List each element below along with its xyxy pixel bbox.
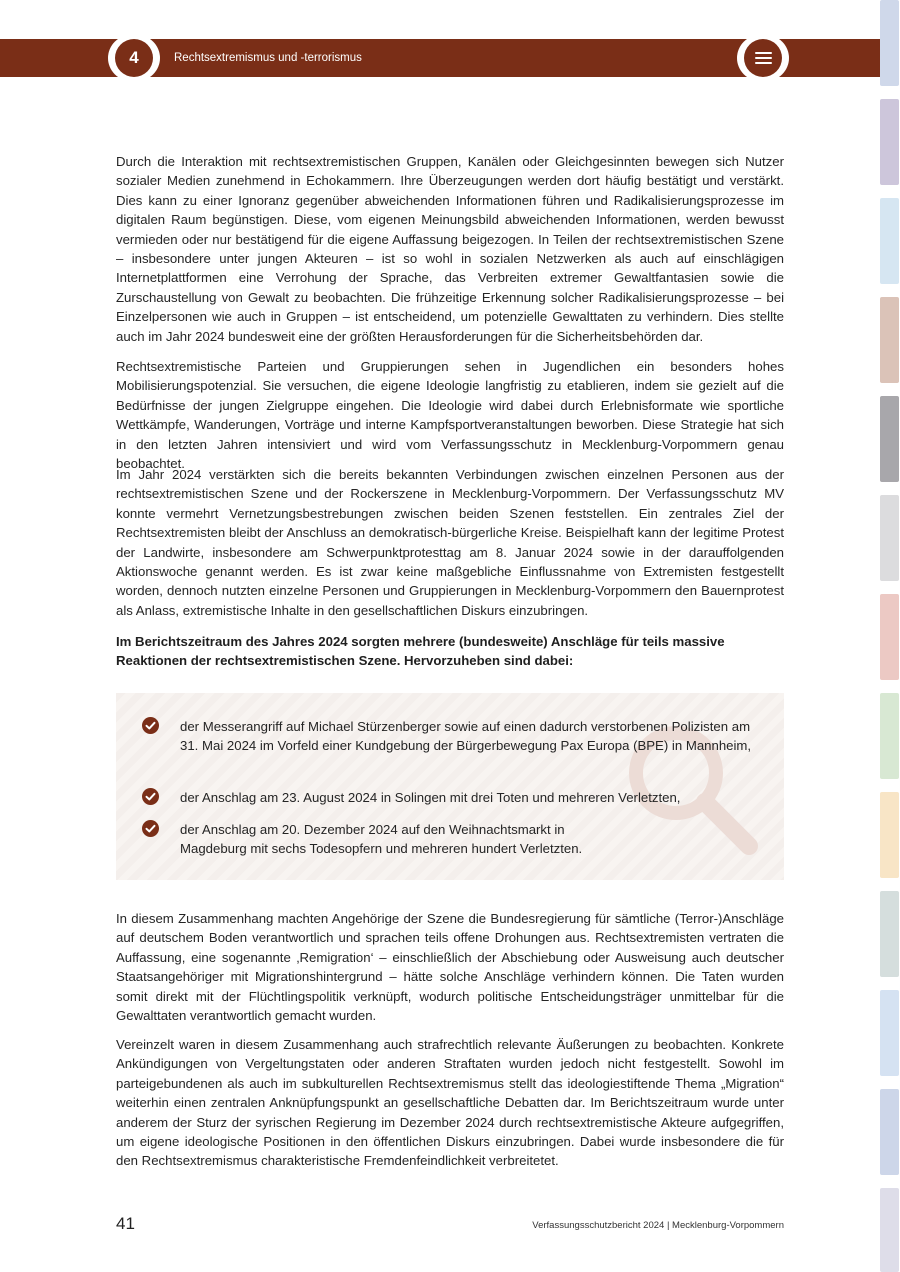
check-icon xyxy=(142,820,159,837)
side-tab[interactable] xyxy=(880,693,899,779)
check-icon xyxy=(142,717,159,734)
menu-button[interactable] xyxy=(744,39,782,77)
paragraph-government-blame: In diesem Zusammenhang machten Angehörige der Szene die Bundesregierung für sämtliche (Terror-)Anschläge auf deutschem Boden verantwortlich und sprachen teils offene Drohungen aus. Rechtsextremisten vertraten die Auffassung, eine sogenannte ‚Remigration‘ – einschließlich der Abschiebung oder Ausweisung auch deutscher Staatsangehöriger mit Migrationshintergrund – hätte solche Anschläge verhindern können. Die Taten wurden somit direkt mit der Flüchtlingspolitik verknüpft, wodurch politische Entscheidungsträger unmittelbar für die Gewalttaten verantwortlich gemacht wurden. xyxy=(116,911,784,1024)
menu-icon xyxy=(755,52,772,54)
side-tab[interactable] xyxy=(880,1089,899,1175)
side-tab[interactable] xyxy=(880,297,899,383)
side-tab[interactable] xyxy=(880,198,899,284)
list-item-text: der Anschlag am 23. August 2024 in Solingen mit drei Toten und mehreren Verletzten, xyxy=(180,790,681,805)
chapter-number[interactable]: 4 xyxy=(115,39,153,77)
side-tab[interactable] xyxy=(880,1188,899,1272)
side-tab[interactable] xyxy=(880,594,899,680)
side-tab[interactable] xyxy=(880,891,899,977)
paragraph-attacks-intro: Im Berichtszeitraum des Jahres 2024 sorgten mehrere (bundesweite) Anschläge für teils massive Reaktionen der rechtsextremistischen Szene. Hervorzuheben sind dabei: xyxy=(116,634,725,669)
page-number: 41 xyxy=(116,1214,135,1233)
paragraph-youth-mobilisation: Rechtsextremistische Parteien und Gruppierungen sehen in Jugendlichen ein besonders hohes Mobilisierungspotenzial. Sie versuchen, die eigene Ideologie langfristig zu etablieren, indem sie gezielt auf die Bedürfnisse der jungen Zielgruppe eingehen. Die Ideologie wird dabei durch Erlebnisformate wie sportliche Wettkämpfe, Wanderungen, Vorträge und interne Kampfsportveranstaltungen beworben. Diese Strategie hat sich in den letzten Jahren intensiviert und wird vom Verfassungsschutz in Mecklenburg-Vorpommern genau beobachtet. xyxy=(116,359,784,472)
attacks-info-box xyxy=(116,693,784,880)
list-item-text: der Anschlag am 20. Dezember 2024 auf den Weihnachtsmarkt in Magdeburg mit sechs Todesopfern und mehreren hundert Verletzten. xyxy=(180,822,583,857)
paragraph-rocker-scene: Im Jahr 2024 verstärkten sich die bereits bekannten Verbindungen zwischen einzelnen Personen aus der rechtsextremistischen Szene und der Rockerszene in Mecklenburg-Vorpommern. Der Verfassungsschutz MV konnte vermehrt Vernetzungsbestrebungen zwischen beiden Szenen feststellen. Ein zentrales Ziel der Rechtsextremisten bleibt der Anschluss an demokratisch-bürgerliche Kreise. Beispielhaft kann der legitime Protest der Landwirte, insbesondere am Schwerpunktprotesttag am 8. Januar 2024 sowie in der darauffolgenden Aktionswoche genannt werden. Es ist zwar keine maßgebliche Einflussnahme von Extremisten festgestellt worden, dennoch nutzten einzelne Personen und Gruppierungen in Mecklenburg-Vorpommern den Bauernprotest als Anlass, extremistische Inhalte in den gesellschaftlichen Diskurs einzubringen. xyxy=(116,467,784,618)
paragraph-echo-chambers: Durch die Interaktion mit rechtsextremistischen Gruppen, Kanälen oder Gleichgesinnten bewegen sich Nutzer sozialer Medien zunehmend in Echokammern. Ihre Überzeugungen werden dort häufig bestätigt und verstärkt. Dies kann zu einer Ignoranz gegenüber abweichenden Informationen führen und Radikalisierungsprozesse im digitalen Raum begünstigen. Diese, vom eigenen Meinungsbild abweichenden Informationen, werden bewusst vermieden oder nur bestätigend für die eigene Auffassung beigezogen. In Teilen der rechtsextremistischen Szene – insbesondere unter jungen Akteuren – ist so wohl in sozialen Netzwerken als auch auf einschlägigen Internetplattformen eine Verrohung der Sprache, das Verbreiten extremer Gewaltfantasien sowie die Zurschaustellung von Gewalt zu beobachten. Die frühzeitige Erkennung solcher Radikalisierungsprozesse – bei Einzelpersonen wie auch in Gruppen – ist entscheidend, um potenzielle Gewalttaten zu verhindern. Dies stellte auch im Jahr 2024 bundesweit eine der größten Herausforderungen für die Sicherheitsbehörden dar. xyxy=(116,154,784,344)
side-tabs xyxy=(880,0,900,1272)
side-tab[interactable] xyxy=(880,990,899,1076)
menu-icon-line xyxy=(755,62,772,64)
side-tab-active[interactable] xyxy=(880,396,899,482)
side-tab[interactable] xyxy=(880,0,899,86)
paragraph-migration-theme: Vereinzelt waren in diesem Zusammenhang auch strafrechtlich relevante Äußerungen zu beobachten. Konkrete Ankündigungen von Vergeltungstaten oder anderen Straftaten wurden jedoch nicht festgestellt. Sowohl im parteigebundenen als auch im subkulturellen Rechtsextremismus stellt das ideologiestiftende Thema „Migration“ weiterhin einen zentralen Anknüpfungspunkt an gesellschaftliche Debatten dar. Im Berichtszeitraum wurde unter anderem der Sturz der syrischen Regierung im Dezember 2024 durch rechtsextremistische Akteure aufgegriffen, um eigene ideologische Positionen in den öffentlichen Diskurs einzubringen. Dabei wurde insbesondere die für den Rechtsextremismus charakteristische Fremdenfeindlichkeit verbreitetet. xyxy=(116,1037,784,1169)
side-tab[interactable] xyxy=(880,495,899,581)
side-tab[interactable] xyxy=(880,99,899,185)
check-icon xyxy=(142,788,159,805)
chapter-title[interactable]: Rechtsextremismus und -terrorismus xyxy=(174,52,362,64)
menu-icon-line xyxy=(755,57,772,59)
side-tab[interactable] xyxy=(880,792,899,878)
footer-publication: Verfassungsschutzbericht 2024 | Mecklenburg-Vorpommern xyxy=(532,1220,784,1231)
list-item-text: der Messerangriff auf Michael Stürzenberger sowie auf einen dadurch verstorbenen Polizisten am 31. Mai 2024 im Vorfeld einer Kundgebung der Bürgerbewegung Pax Europa (BPE) in Mannheim, xyxy=(180,719,752,754)
